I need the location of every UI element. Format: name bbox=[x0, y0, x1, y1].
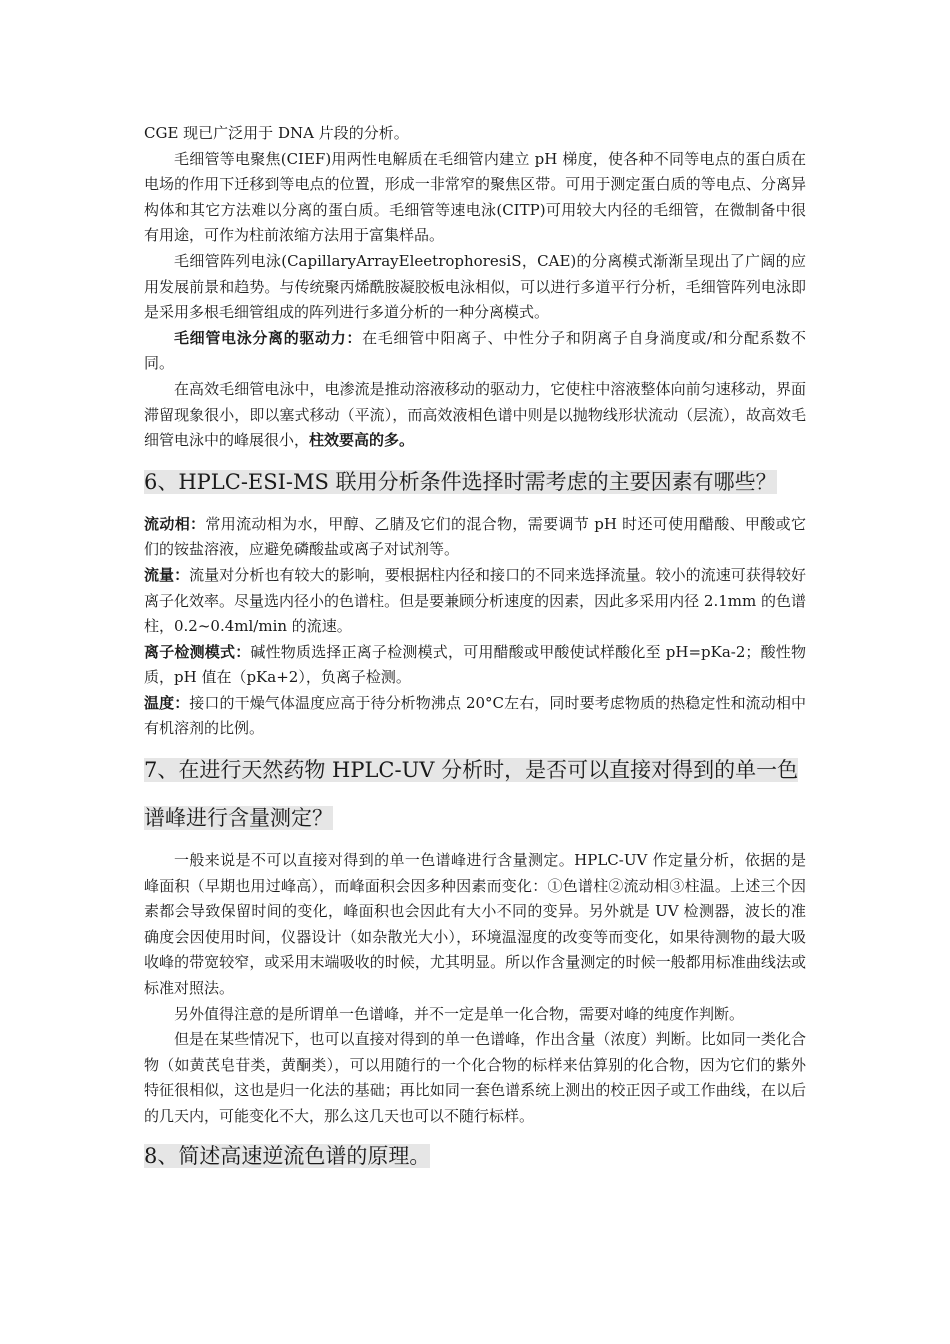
q6-item-lead: 温度： bbox=[144, 693, 190, 712]
q6-item-lead: 离子检测模式： bbox=[144, 642, 251, 661]
heading-q7 bbox=[144, 746, 806, 842]
q6-item-flow-rate bbox=[144, 563, 806, 640]
eof-bold-tail: 柱效要高的多。 bbox=[309, 431, 415, 450]
q6-item-mobile-phase bbox=[144, 512, 806, 563]
driving-force-lead: 毛细管电泳分离的驱动力： bbox=[174, 328, 363, 347]
heading-q6-text: 6、HPLC-ESI-MS 联用分析条件选择时需考虑的主要因素有哪些？ bbox=[144, 469, 777, 494]
eof-text: 在高效毛细管电泳中，电渗流是推动溶液移动的驱动力，它使柱中溶液整体向前匀速移动，界面滞留现象很小，即以塞式移动（平流），而高效液相色谱中则是以抛物线形状流动（层流），故高效毛细管电泳中的峰展很小， bbox=[144, 379, 806, 450]
heading-q7-text: 7、在进行天然药物 HPLC-UV 分析时，是否可以直接对得到的单一色谱峰进行含量测定？ bbox=[144, 758, 799, 831]
paragraph-cief: 毛细管等电聚焦(CIEF)用两性电解质在毛细管内建立 pH 梯度，使各种不同等电点的蛋白质在电场的作用下迁移到等电点的位置，形成一非常窄的聚焦区带。可用于测定蛋白质的等电点、分离异构体和其它方法难以分离的蛋白质。毛细管等速电泳(CITP)可用较大内径的毛细管，在微制备中很有用途，可作为柱前浓缩方法用于富集样品。 bbox=[144, 149, 806, 245]
heading-q8 bbox=[144, 1132, 806, 1180]
q6-item-lead: 流量： bbox=[144, 565, 190, 584]
q6-item-text: 接口的干燥气体温度应高于待分析物沸点 20°C左右，同时要考虑物质的热稳定性和流动相中有机溶剂的比例。 bbox=[144, 693, 806, 738]
q7-paragraph-2: 另外值得注意的是所谓单一色谱峰，并不一定是单一化合物，需要对峰的纯度作判断。 bbox=[174, 1004, 745, 1023]
paragraph-eof bbox=[144, 377, 806, 454]
paragraph-driving-force bbox=[144, 326, 806, 377]
driving-force-text: 在毛细管中阳离子、中性分子和阴离子自身淌度或/和分配系数不同。 bbox=[144, 328, 806, 373]
q6-item-text: 碱性物质选择正离子检测模式，可用醋酸或甲酸使试样酸化至 pH=pKa-2；酸性物质，pH 值在（pKa+2），负离子检测。 bbox=[144, 642, 806, 687]
q6-item-lead: 流动相： bbox=[144, 514, 206, 533]
q7-paragraph-3: 但是在某些情况下，也可以直接对得到的单一色谱峰，作出含量（浓度）判断。比如同一类化合物（如黄芪皂苷类，黄酮类），可以用随行的一个化合物的标样来估算别的化合物，因为它们的紫外特征很相似，这也是归一化法的基础；再比如同一套色谱系统上测出的校正因子或工作曲线，在以后的几天内，可能变化不大，那么这几天也可以不随行标样。 bbox=[144, 1030, 806, 1125]
document-page bbox=[144, 121, 806, 1186]
q6-item-temperature bbox=[144, 691, 806, 742]
paragraph-cge: CGE 现已广泛用于 DNA 片段的分析。 bbox=[144, 124, 409, 142]
q6-item-ion-mode bbox=[144, 640, 806, 691]
q6-item-text: 流量对分析也有较大的影响，要根据柱内径和接口的不同来选择流量。较小的流速可获得较好离子化效率。尽量选内径小的色谱柱。但是要兼顾分析速度的因素，因此多采用内径 2.1mm 的色谱柱，0.2~0.4ml/min 的流速。 bbox=[144, 565, 806, 636]
q7-paragraph-1: 一般来说是不可以直接对得到的单一色谱峰进行含量测定。HPLC-UV 作定量分析，依据的是峰面积（早期也用过峰高），而峰面积会因多种因素而变化：①色谱柱②流动相③柱温。上述三个因素都会导致保留时间的变化，峰面积也会因此有大小不同的变异。另外就是 UV 检测器，波长的准确度会因使用时间，仪器设计（如杂散光大小），环境温湿度的改变等而变化，如果待测物的最大吸收峰的带宽较窄，或采用末端吸收的时候，尤其明显。所以作含量测定的时候一般都用标准曲线法或标准对照法。 bbox=[144, 851, 806, 998]
q6-item-text: 常用流动相为水，甲醇、乙腈及它们的混合物，需要调节 pH 时还可使用醋酸、甲酸或它们的铵盐溶液，应避免磷酸盐或离子对试剂等。 bbox=[144, 514, 806, 559]
heading-q8-text: 8、简述高速逆流色谱的原理。 bbox=[144, 1143, 431, 1168]
paragraph-cae: 毛细管阵列电泳(CapillaryArrayEleetrophoresiS，CAE)的分离模式渐渐呈现出了广阔的应用发展前景和趋势。与传统聚丙烯酰胺凝胶板电泳相似，可以进行多道平行分析，毛细管阵列电泳即是采用多根毛细管组成的阵列进行多道分析的一种分离模式。 bbox=[144, 251, 806, 322]
heading-q6 bbox=[144, 458, 806, 506]
